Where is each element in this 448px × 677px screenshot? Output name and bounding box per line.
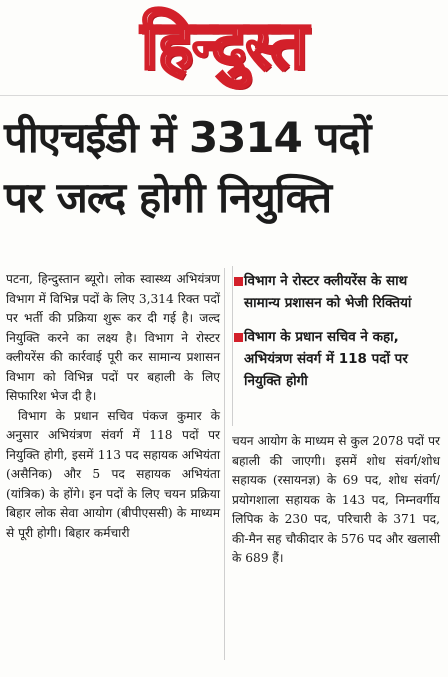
divider	[0, 95, 448, 96]
masthead-logo: हिन्दुस्त	[141, 7, 307, 84]
article-paragraph-2: विभाग के प्रधान सचिव पंकज कुमार के अनुसार अभियंत्रण संवर्ग में 118 पदों पर नियुक्ति होगी, इसमें 113 पद सहायक अभियंता (असैनिक) और 5 पद सहायक अभियंता (यांत्रिक) के होंगे। इन पदों के लिए चयन प्रक्रिया बिहार लोक सेवा आयोग (बीपीएससी) के माध्यम से पूरी होगी। बिहार कर्मचारी	[6, 408, 220, 540]
column-divider	[224, 268, 225, 660]
headline-line-1: पीएचईडी में 3314 पदों	[4, 113, 371, 162]
bullet-square-icon	[234, 277, 243, 286]
article-paragraph-1: पटना, हिन्दुस्तान ब्यूरो। लोक स्वास्थ्य अभियंत्रण विभाग में विभिन्न पदों के लिए 3,314 रिक्त पदों पर भर्ती की प्रक्रिया शुरू कर दी गई है। जल्द नियुक्ति करने का लक्ष्य है। विभाग ने रोस्टर क्लीयरेंस की कार्रवाई पूरी कर सामान्य प्रशासन विभाग को विभिन्न पदों पर बहाली के लिए सिफारिश भेज दी है।	[6, 272, 220, 403]
article-column-right	[232, 432, 440, 569]
highlight-item-2: विभाग के प्रधान सचिव ने कहा, अभियंत्रण संवर्ग में 118 पदों पर नियुक्ति होगी	[244, 329, 408, 389]
bullet-square-icon	[234, 333, 243, 342]
headline-line-2: पर जल्द होगी नियुक्ति	[4, 173, 332, 222]
article-column-left	[6, 270, 220, 543]
masthead	[0, 0, 448, 92]
article-paragraph-3: चयन आयोग के माध्यम से कुल 2078 पदों पर बहाली की जाएगी। इसमें शोध संवर्ग/शोध सहायक (रसायनज्ञ) के 69 पद, शोध संवर्ग/ प्रयोगशाला सहायक के 143 पद, निम्नवर्गीय लिपिक के 230 पद, परिचारी के 371 पद, की-मैन सह चौकीदार के 576 पद और खलासी के 689 हैं।	[232, 434, 440, 565]
highlight-item-1: विभाग ने रोस्टर क्लीयरेंस के साथ सामान्य प्रशासन को भेजी रिक्तियां	[244, 273, 412, 311]
headline	[4, 108, 444, 228]
